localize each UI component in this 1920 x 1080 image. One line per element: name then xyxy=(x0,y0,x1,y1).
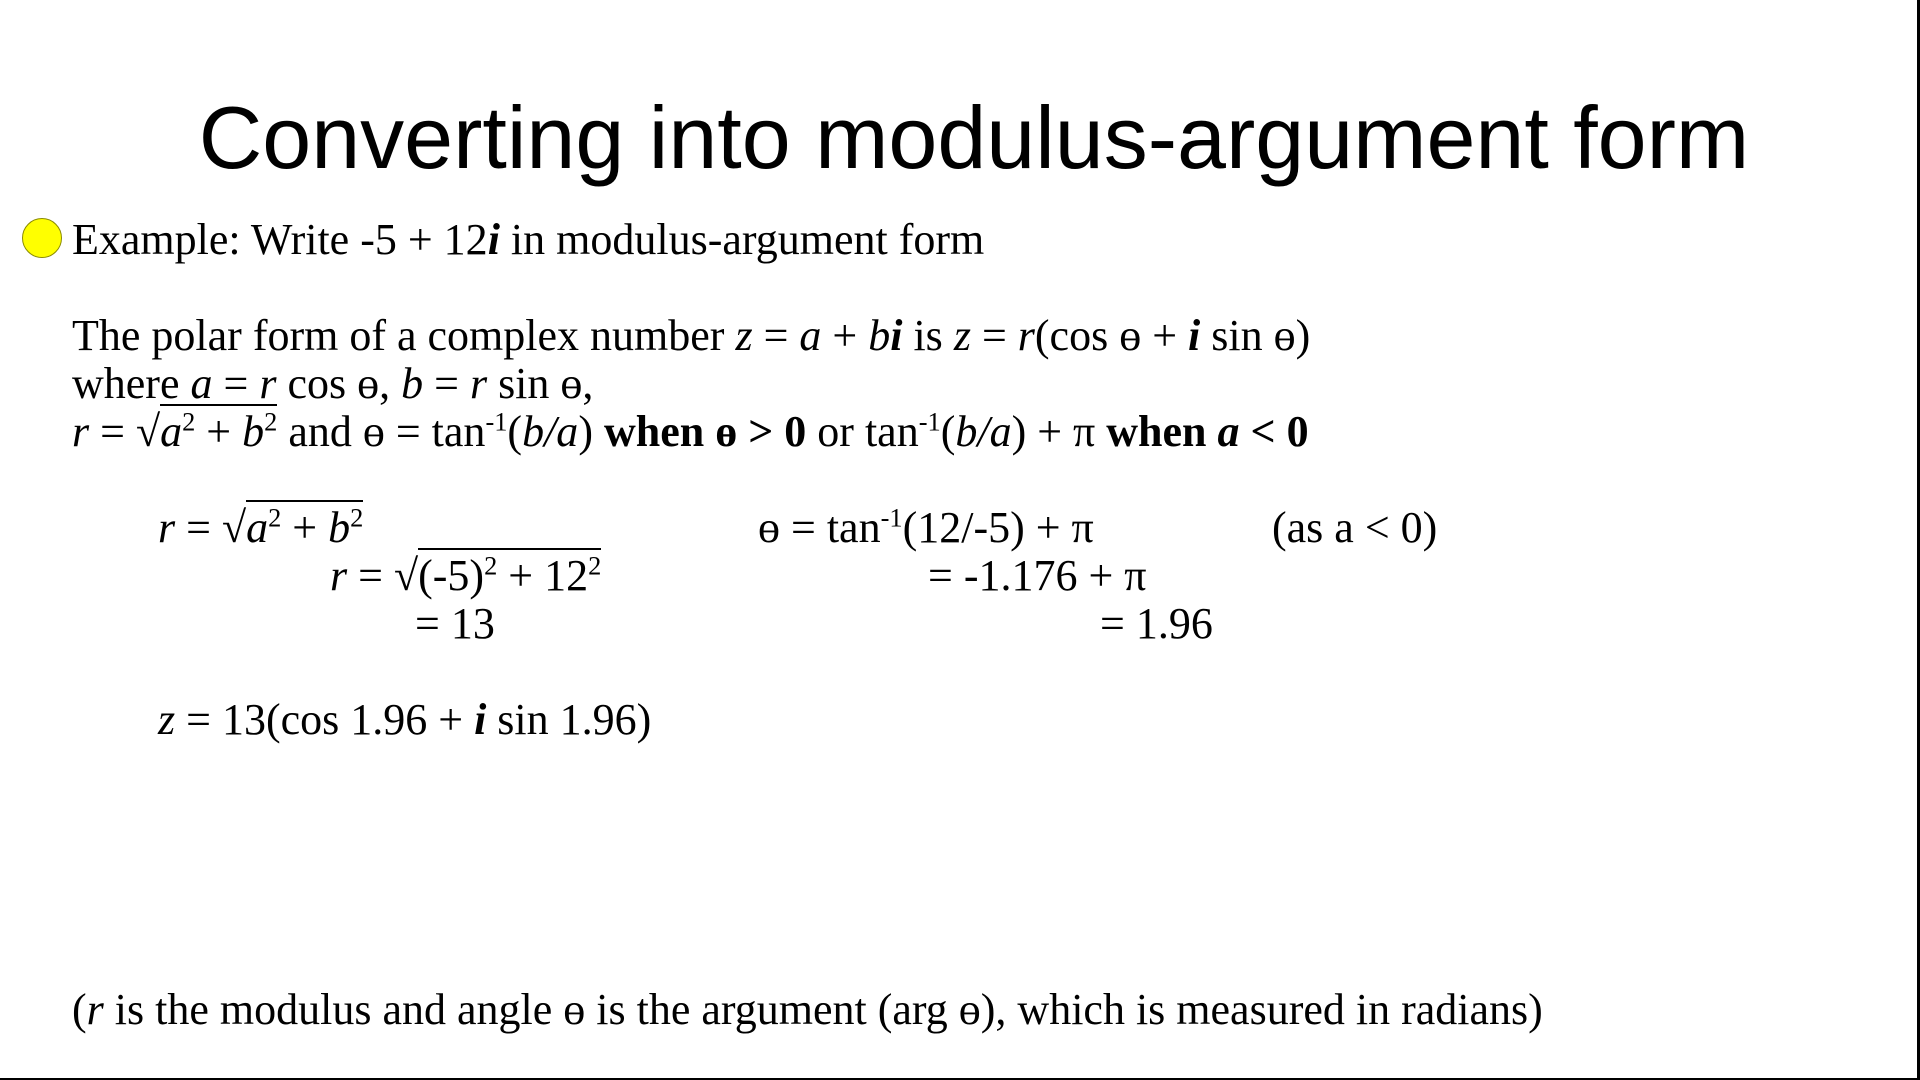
argument-note: (as a < 0) xyxy=(1272,503,1438,552)
polar-form-line: The polar form of a complex number z = a + bi is z = r(cos ɵ + i sin ɵ) xyxy=(72,311,1311,360)
modulus-step-1: $r = √a^2 + b^2$ xyxy=(158,504,363,552)
modulus-result: = 13 xyxy=(415,599,495,648)
footnote: (r is the modulus and angle ɵ is the argument (arg ɵ), which is measured in radians) xyxy=(72,985,1543,1034)
formula-line: $r = √a^2 + b^2$ and ɵ = $\tan^{-1}(b/a)$ when ɵ > 0 or $\tan^{-1}(b/a) + \pi$ when a < 0 xyxy=(72,408,1309,456)
argument-result: = 1.96 xyxy=(1100,599,1213,648)
bullet-marker xyxy=(22,218,62,258)
argument-step-2: = -1.176 + π xyxy=(928,551,1147,600)
sqrt-overline: $a^2 + b^2$ xyxy=(160,404,277,456)
slide-title: Converting into modulus-argument form xyxy=(198,88,1750,187)
sqrt-overline: $a^2 + b^2$ xyxy=(246,500,363,552)
sqrt-overline: $(-5)^2 + 12^2$ xyxy=(418,548,601,600)
definition-line: where a = r cos ɵ, b = r sin ɵ, xyxy=(72,359,594,408)
final-answer: z = 13(cos 1.96 + i sin 1.96) xyxy=(158,695,652,744)
modulus-step-2: $r = √(-5)^2 + 12^2$ xyxy=(330,552,601,600)
example-line: Example: Write -5 + 12i in modulus-argument form xyxy=(72,215,985,264)
argument-step-1: ɵ = $\tan^{-1}(12/-5) + \pi$ xyxy=(758,502,1094,552)
